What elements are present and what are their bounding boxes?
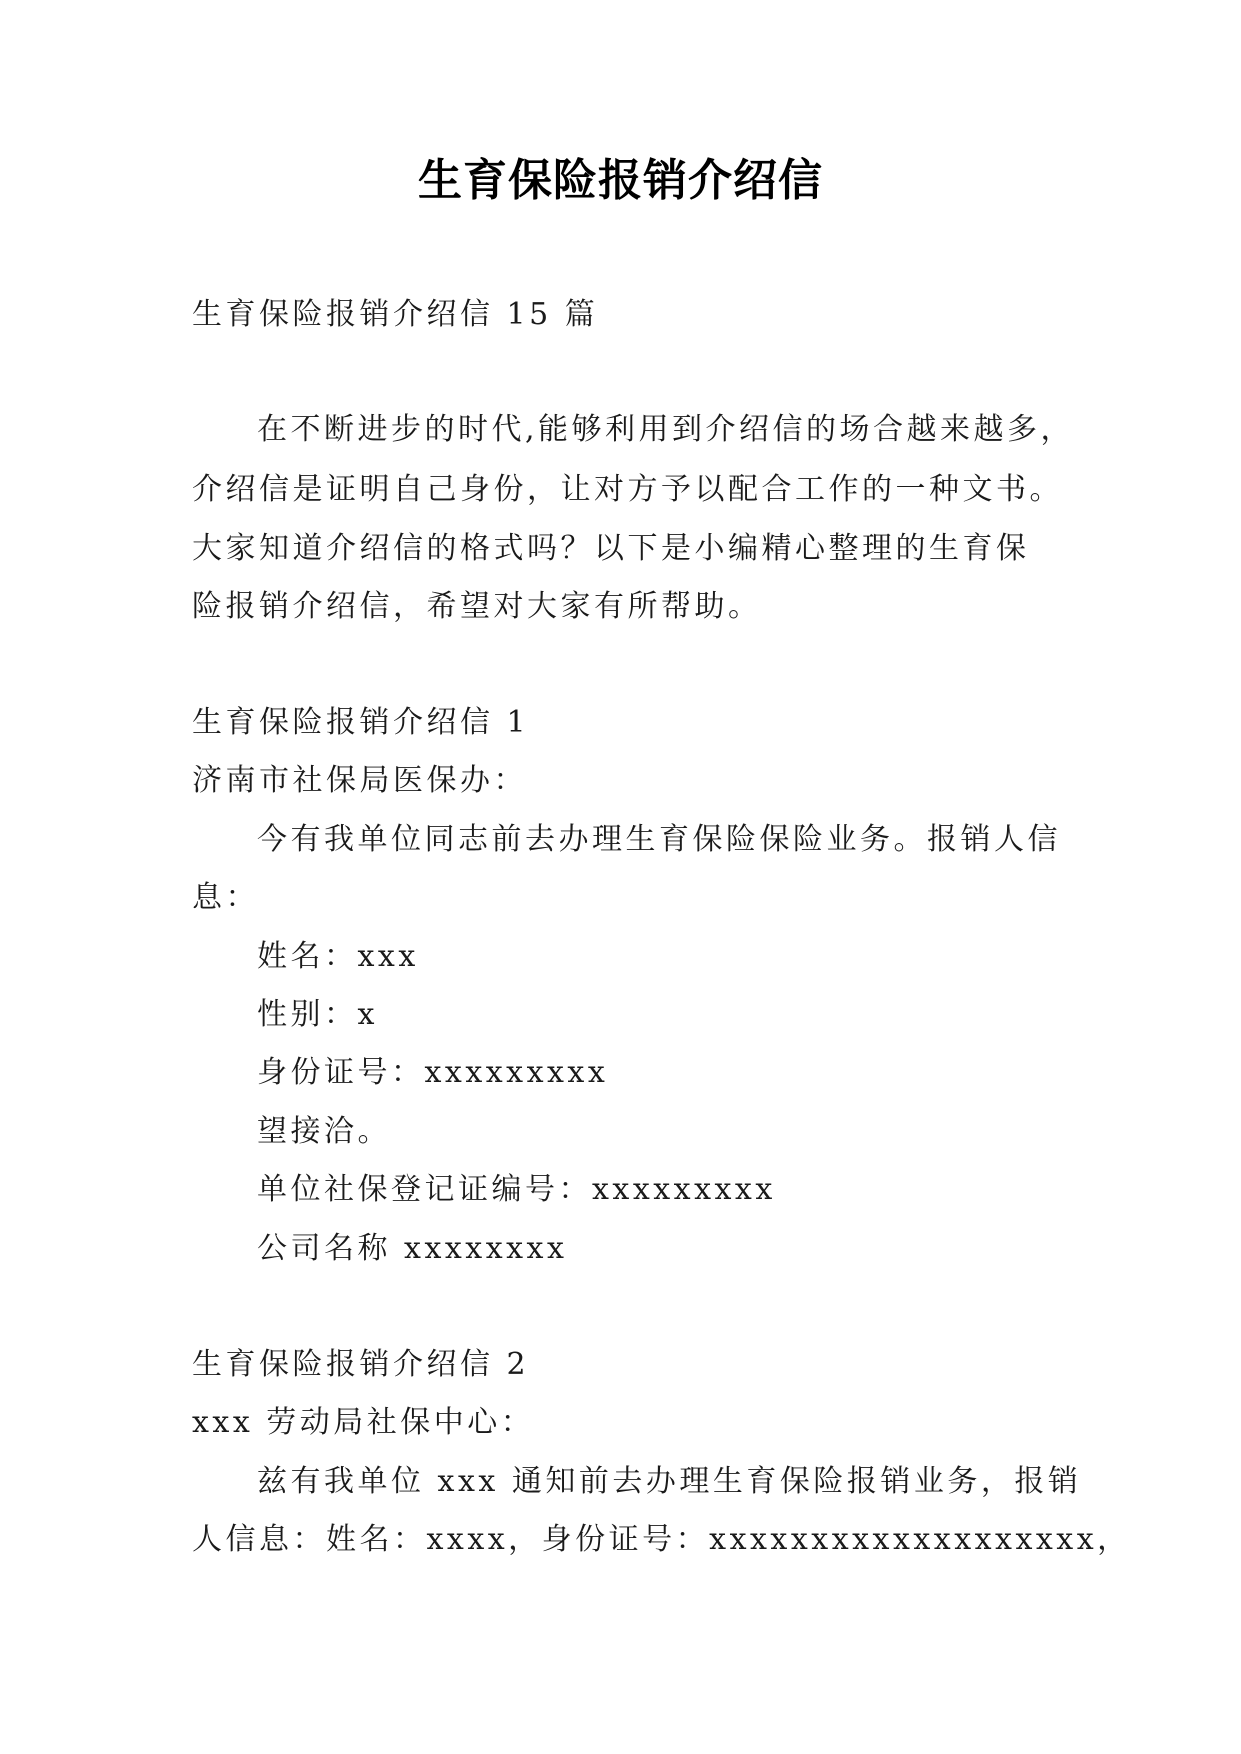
intro-line: 在不断进步的时代,能够利用到介绍信的场合越来越多， [257, 412, 1075, 447]
letter-body-line: 公司名称 xxxxxxxx [257, 1231, 568, 1266]
document-title: 生育保险报销介绍信 [418, 155, 823, 206]
letter-heading: 生育保险报销介绍信 2 [192, 1347, 530, 1382]
letter-addressee: xxx 劳动局社保中心： [192, 1405, 535, 1440]
letter-body-line: 单位社保登记证编号：xxxxxxxxx [257, 1172, 776, 1207]
letter-body-line: 人信息：姓名：xxxx，身份证号：xxxxxxxxxxxxxxxxxxx， [192, 1522, 1131, 1557]
letter-body-line: 息： [192, 880, 259, 915]
letter-body-line: 兹有我单位 xxx 通知前去办理生育保险报销业务，报销 [257, 1464, 1082, 1499]
letter-body-line: 身份证号：xxxxxxxxx [257, 1055, 609, 1090]
intro-line: 大家知道介绍信的格式吗？以下是小编精心整理的生育保 [192, 531, 1030, 566]
letter-body-line: 性别：x [257, 997, 378, 1032]
intro-line: 介绍信是证明自己身份，让对方予以配合工作的一种文书。 [192, 472, 1063, 507]
letter-body-line: 今有我单位同志前去办理生育保险保险业务。报销人信 [257, 822, 1061, 857]
intro-line: 险报销介绍信，希望对大家有所帮助。 [192, 589, 762, 624]
letter-body-line: 姓名：xxx [257, 939, 419, 974]
letter-addressee: 济南市社保局医保办： [192, 763, 527, 798]
letter-body-line: 望接洽。 [257, 1114, 391, 1149]
letter-heading: 生育保险报销介绍信 1 [192, 705, 530, 740]
document-subtitle: 生育保险报销介绍信 15 篇 [192, 297, 599, 332]
